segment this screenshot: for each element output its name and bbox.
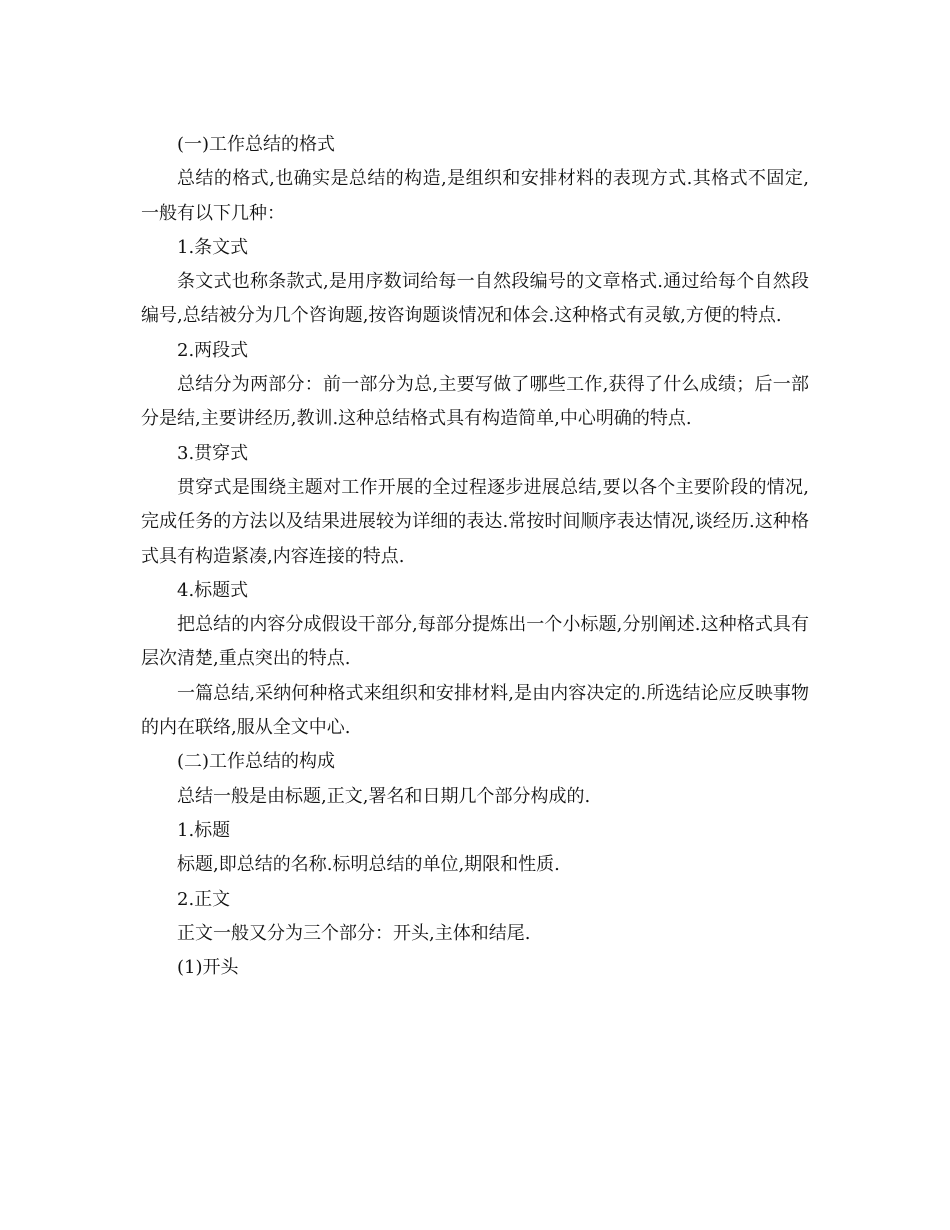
paragraph: 总结一般是由标题,正文,署名和日期几个部分构成的. <box>177 785 591 807</box>
paragraph: 贯穿式是围绕主题对工作开展的全过程逐步进展总结,要以各个主要阶段的情况,完成任务的方法以及结果进展较为详细的表达.常按时间顺序表达情况,谈经历.这种格式具有构造紧凑,内容连接的特点. <box>141 476 809 567</box>
paragraph: 标题,即总结的名称.标明总结的单位,期限和性质. <box>177 854 560 876</box>
subheading: 2.两段式 <box>177 339 249 361</box>
subheading: 1.条文式 <box>177 236 249 258</box>
paragraph: 一篇总结,采纳何种格式来组织和安排材料,是由内容决定的.所选结论应反映事物的内在联络,服从全文中心. <box>141 682 809 739</box>
document-body <box>141 128 809 985</box>
paragraph: 正文一般又分为三个部分：开头,主体和结尾. <box>177 922 531 944</box>
paragraph: 总结的格式,也确实是总结的构造,是组织和安排材料的表现方式.其格式不固定,一般有以下几种： <box>141 168 809 224</box>
subheading: 1.标题 <box>177 819 231 841</box>
paragraph: 把总结的内容分成假设干部分,每部分提炼出一个小标题,分别阐述.这种格式具有层次清楚,重点突出的特点. <box>141 614 809 670</box>
section-heading-format: (一)工作总结的格式 <box>177 134 336 155</box>
section-heading-composition: (二)工作总结的构成 <box>177 751 336 773</box>
subheading: 3.贯穿式 <box>177 442 249 464</box>
paragraph: 条文式也称条款式,是用序数词给每一自然段编号的文章格式.通过给每个自然段编号,总结被分为几个咨询题,按咨询题谈情况和体会.这种格式有灵敏,方便的特点. <box>141 271 809 327</box>
subheading: 2.正文 <box>177 888 231 910</box>
subheading: 4.标题式 <box>177 579 249 601</box>
subheading: (1)开头 <box>177 957 239 979</box>
paragraph: 总结分为两部分：前一部分为总,主要写做了哪些工作,获得了什么成绩；后一部分是结,主要讲经历,教训.这种总结格式具有构造简单,中心明确的特点. <box>141 374 809 430</box>
